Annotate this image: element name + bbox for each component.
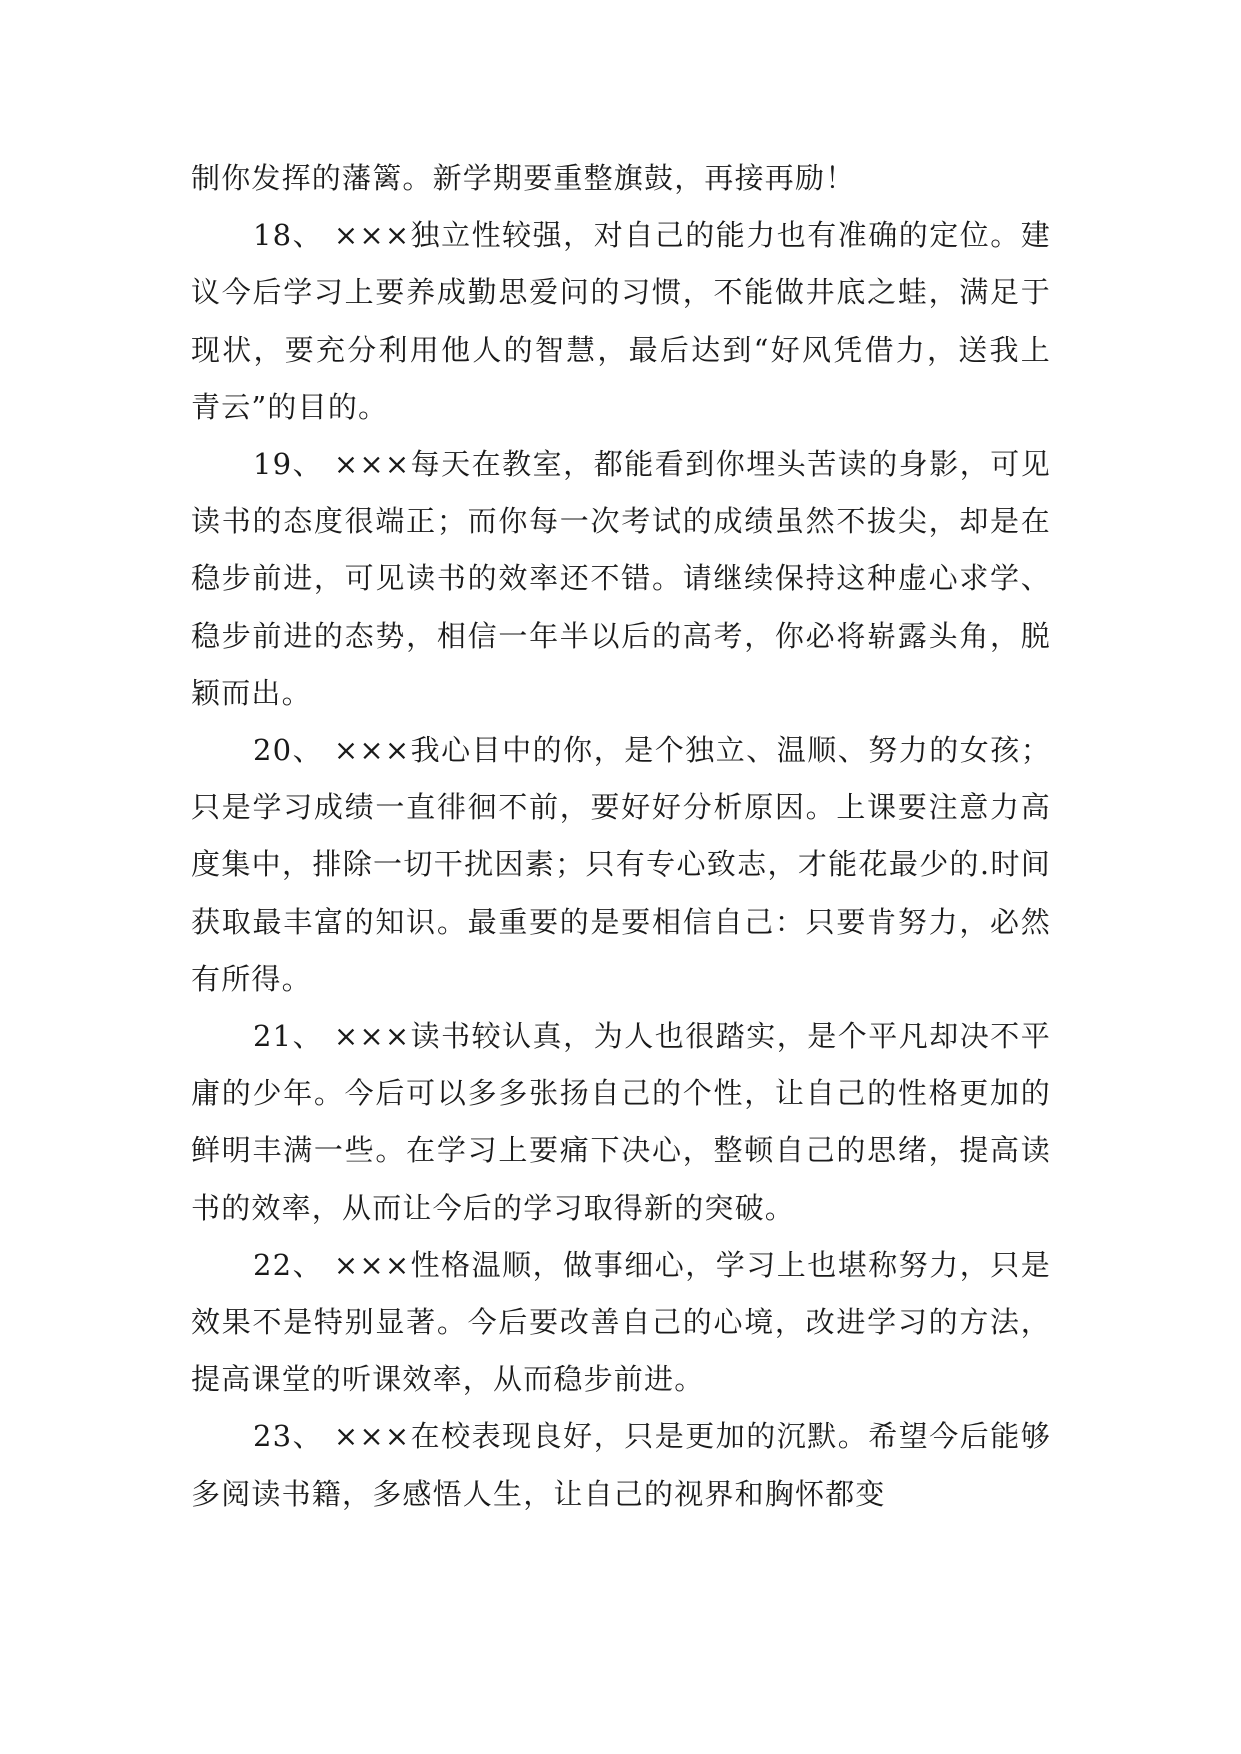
paragraph-comment-18: 18、 ×××独立性较强，对自己的能力也有准确的定位。建议今后学习上要养成勤思爱问的习惯，不能做井底之蛙，满足于现状，要充分利用他人的智慧，最后达到“好风凭借力，送我上青云”的目的。 — [191, 218, 1051, 424]
paragraph-comment-20: 20、 ×××我心目中的你，是个独立、温顺、努力的女孩；只是学习成绩一直徘徊不前，要好好分析原因。上课要注意力高度集中，排除一切干扰因素；只有专心致志，才能花最少的.时间获取最丰富的知识。最重要的是要相信自己：只要肯努力，必然有所得。 — [191, 733, 1051, 996]
paragraph-comment-22: 22、 ×××性格温顺，做事细心，学习上也堪称努力，只是效果不是特别显著。今后要改善自己的心境，改进学习的方法，提高课堂的听课效率，从而稳步前进。 — [191, 1247, 1051, 1397]
document-body — [191, 150, 1051, 1523]
paragraph-continuation: 制你发挥的藩篱。新学期要重整旗鼓，再接再励！ — [191, 161, 856, 195]
paragraph-comment-19: 19、 ×××每天在教室，都能看到你埋头苦读的身影，可见读书的态度很端正；而你每一次考试的成绩虽然不拔尖，却是在稳步前进，可见读书的效率还不错。请继续保持这种虚心求学、稳步前进的态势，相信一年半以后的高考，你必将崭露头角，脱颖而出。 — [191, 447, 1051, 710]
paragraph-comment-23: 23、 ×××在校表现良好，只是更加的沉默。希望今后能够多阅读书籍，多感悟人生，让自己的视界和胸怀都变 — [191, 1419, 1051, 1511]
paragraph-comment-21: 21、 ×××读书较认真，为人也很踏实，是个平凡却决不平庸的少年。今后可以多多张扬自己的个性，让自己的性格更加的鲜明丰满一些。在学习上要痛下决心，整顿自己的思绪，提高读书的效率，从而让今后的学习取得新的突破。 — [191, 1019, 1051, 1225]
